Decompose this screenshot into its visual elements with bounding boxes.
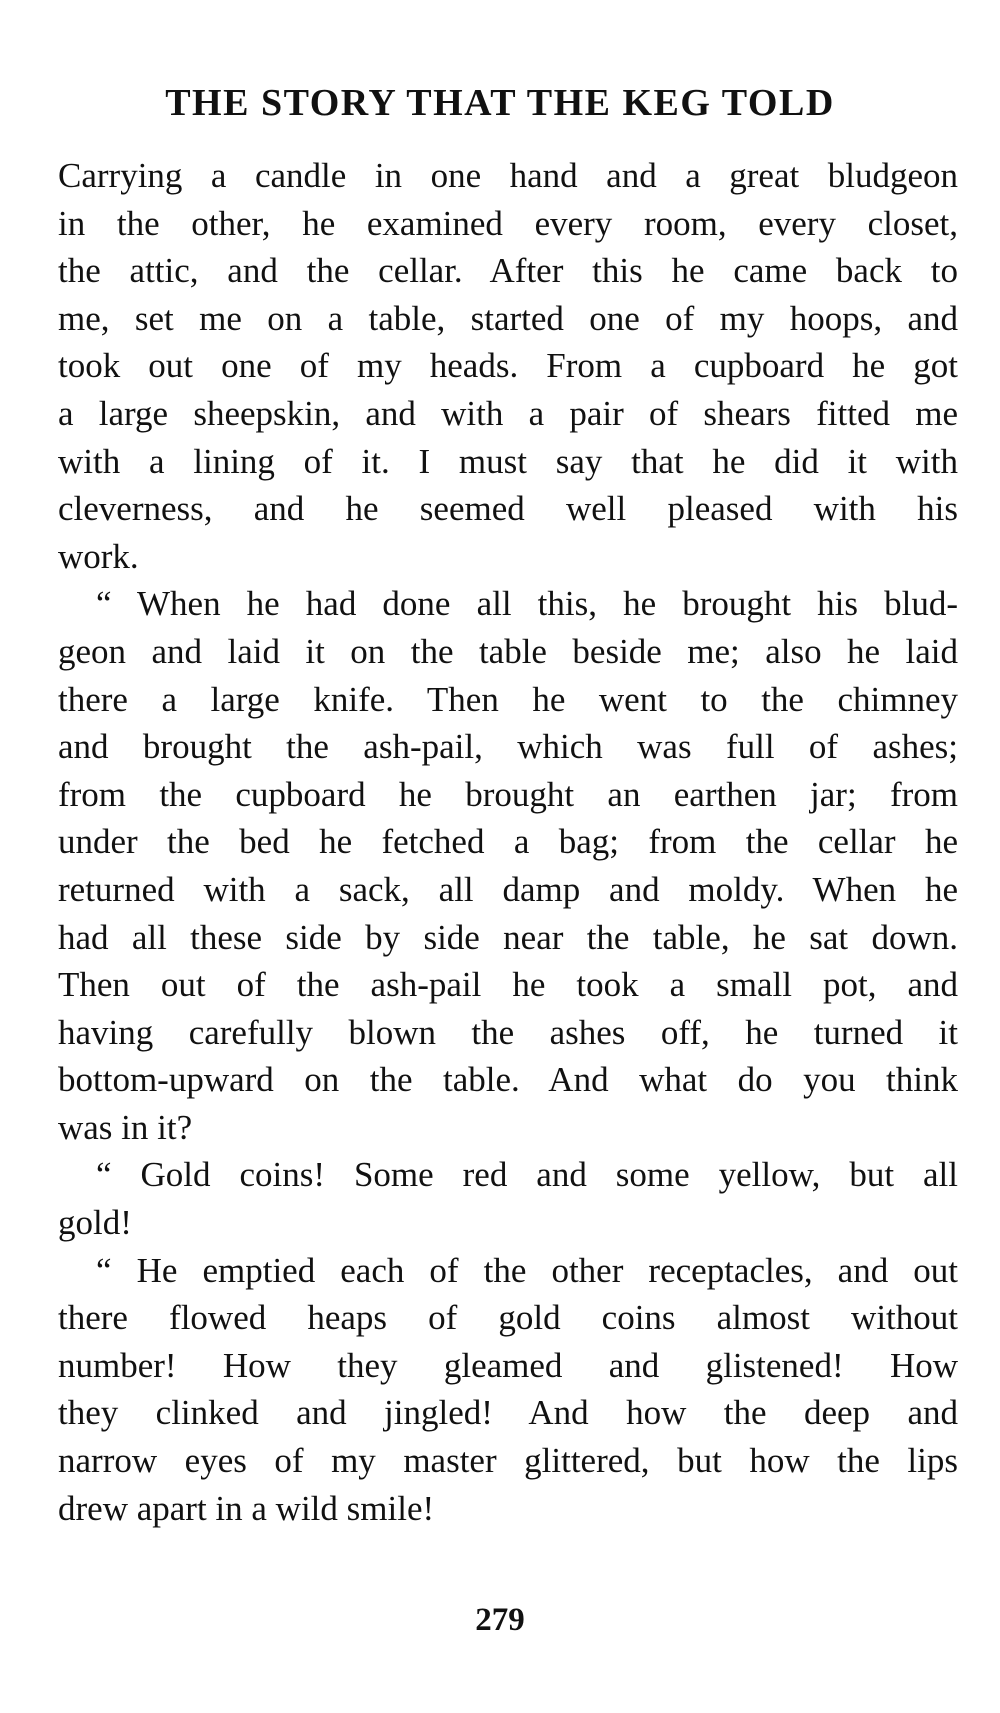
text-line: there a large knife. Then he went to the chimney bbox=[58, 679, 958, 719]
text-line: took out one of my heads. From a cupboard he got bbox=[58, 346, 958, 386]
text-line: number! How they gleamed and glistened! How bbox=[58, 1345, 958, 1385]
paragraph-4 bbox=[58, 1247, 958, 1533]
text-line: was in it? bbox=[58, 1107, 193, 1147]
text-line: a large sheepskin, and with a pair of shears fitted me bbox=[58, 393, 958, 433]
text-line: with a lining of it. I must say that he did it with bbox=[58, 441, 958, 481]
paragraph-2 bbox=[58, 580, 958, 1151]
text-line: the attic, and the cellar. After this he came back to bbox=[58, 251, 958, 291]
text-line: geon and laid it on the table beside me; also he laid bbox=[58, 631, 958, 671]
text-line: “ When he had done all this, he brought his blud- bbox=[96, 584, 958, 624]
text-line: me, set me on a table, started one of my hoops, and bbox=[58, 298, 958, 338]
text-line: there flowed heaps of gold coins almost without bbox=[58, 1298, 958, 1338]
page-number: 279 bbox=[475, 1602, 525, 1638]
text-line: they clinked and jingled! And how the deep and bbox=[58, 1393, 958, 1433]
paragraph-1 bbox=[58, 152, 958, 580]
running-head: THE STORY THAT THE KEG TOLD bbox=[165, 82, 835, 124]
text-line: in the other, he examined every room, every closet, bbox=[58, 203, 958, 243]
text-line: having carefully blown the ashes off, he turned it bbox=[58, 1012, 958, 1052]
text-line: and brought the ash-pail, which was full of ashes; bbox=[58, 727, 958, 767]
text-line: Carrying a candle in one hand and a great bludgeon bbox=[58, 156, 958, 195]
text-line: “ He emptied each of the other receptacles, and out bbox=[96, 1250, 958, 1290]
body-text bbox=[58, 152, 958, 1532]
text-line: Then out of the ash-pail he took a small pot, and bbox=[58, 965, 958, 1005]
text-line: gold! bbox=[58, 1203, 132, 1243]
text-line: cleverness, and he seemed well pleased with his bbox=[58, 489, 958, 529]
text-line: bottom-upward on the table. And what do you think bbox=[58, 1060, 958, 1100]
text-line: from the cupboard he brought an earthen jar; from bbox=[58, 774, 958, 814]
text-line: narrow eyes of my master glittered, but how the lips bbox=[58, 1441, 958, 1481]
text-line: had all these side by side near the table, he sat down. bbox=[58, 917, 958, 957]
text-line: returned with a sack, all damp and moldy. When he bbox=[58, 869, 958, 909]
text-line: under the bed he fetched a bag; from the cellar he bbox=[58, 822, 958, 862]
text-line: drew apart in a wild smile! bbox=[58, 1488, 435, 1528]
paragraph-3 bbox=[58, 1151, 958, 1246]
text-line: work. bbox=[58, 536, 139, 576]
text-line: “ Gold coins! Some red and some yellow, but all bbox=[96, 1155, 958, 1195]
